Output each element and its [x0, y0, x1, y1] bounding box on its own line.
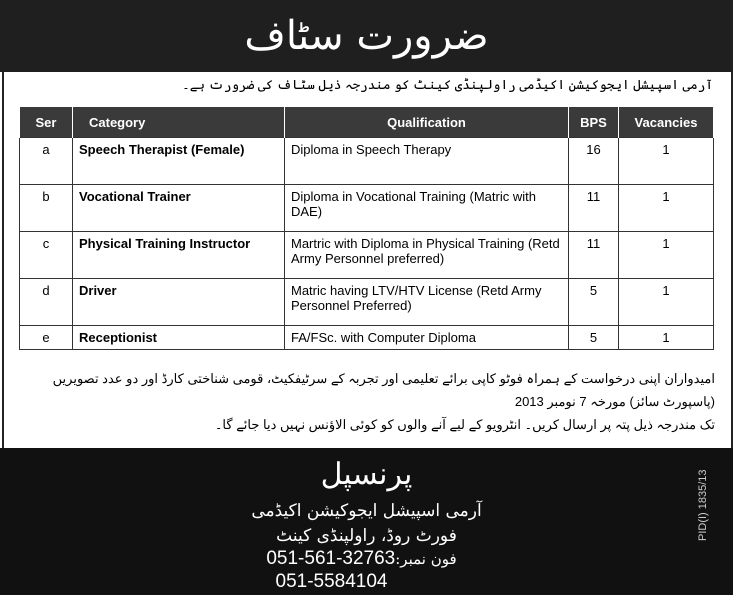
cell-ser: a [20, 138, 73, 185]
cell-ser: b [20, 185, 73, 232]
cell-bps: 16 [569, 138, 619, 185]
table-row [20, 326, 714, 350]
cell-vacancies: 1 [619, 138, 714, 185]
cell-category: Driver [73, 279, 285, 326]
table-row [20, 138, 714, 185]
instructions-line-1: امیدواران اپنی درخواست کے ہمراہ فوٹو کاپی برائے تعلیمی اور تجربہ کے سرٹیفکیٹ، قومی شناختی کارڈ اور دو عدد تصویریں (پاسپورٹ سائز) مورخہ 7 نومبر 2013 [52, 371, 715, 409]
designation: پرنسپل [320, 457, 413, 492]
vacancy-table [19, 107, 714, 350]
cell-ser: d [20, 279, 73, 326]
cell-bps: 11 [569, 232, 619, 279]
table-row [20, 185, 714, 232]
cell-qualification: Diploma in Vocational Training (Matric with DAE) [285, 185, 569, 232]
table-header [20, 107, 714, 138]
header-banner [0, 0, 733, 72]
cell-category: Physical Training Instructor [73, 232, 285, 279]
cell-qualification: FA/FSc. with Computer Diploma [285, 326, 569, 350]
address: فورٹ روڈ، راولپنڈی کینٹ [276, 526, 457, 546]
cell-vacancies: 1 [619, 279, 714, 326]
cell-category: Receptionist [73, 326, 285, 350]
organization: آرمی اسپیشل ایجوکیشن اکیڈمی [251, 501, 482, 521]
cell-bps: 5 [569, 326, 619, 350]
cell-ser: e [20, 326, 73, 350]
cell-ser: c [20, 232, 73, 279]
cell-bps: 11 [569, 185, 619, 232]
phone-1: 051-561-32763 [266, 548, 396, 569]
phone-label: فون نمبر: [395, 550, 457, 568]
footer-contact [0, 448, 733, 595]
table-row [20, 279, 714, 326]
cell-bps: 5 [569, 279, 619, 326]
cell-vacancies: 1 [619, 326, 714, 350]
cell-qualification: Martric with Diploma in Physical Training (Retd Army Personnel preferred) [285, 232, 569, 279]
col-bps: BPS [569, 107, 619, 138]
instructions [15, 367, 715, 436]
ad-title: ضرورت سٹاف [244, 13, 489, 59]
col-ser: Ser [20, 107, 73, 138]
intro-text: آرمی اسپیشل ایجوکیشن اکیڈمی راولپنڈی کینٹ کو مندرجہ ذیل سٹاف کی ضرورت ہے۔ [182, 77, 713, 92]
col-category: Category [73, 107, 285, 138]
phone-line [0, 548, 733, 571]
table-row [20, 232, 714, 279]
col-vacancies: Vacancies [619, 107, 714, 138]
phone-2: 051-5584104 [275, 571, 388, 592]
cell-vacancies: 1 [619, 232, 714, 279]
cell-category: Vocational Trainer [73, 185, 285, 232]
cell-qualification: Diploma in Speech Therapy [285, 138, 569, 185]
publication-id: PID(I) 1835/13 [697, 469, 709, 541]
col-qualification: Qualification [285, 107, 569, 138]
cell-vacancies: 1 [619, 185, 714, 232]
instructions-line-2: تک مندرجہ ذیل پتہ پر ارسال کریں۔ انٹرویو کے لیے آنے والوں کو کوئی الاؤنس نہیں دیا جائے گا۔ [214, 417, 715, 432]
cell-category: Speech Therapist (Female) [73, 138, 285, 185]
cell-qualification: Matric having LTV/HTV License (Retd Army Personnel Preferred) [285, 279, 569, 326]
